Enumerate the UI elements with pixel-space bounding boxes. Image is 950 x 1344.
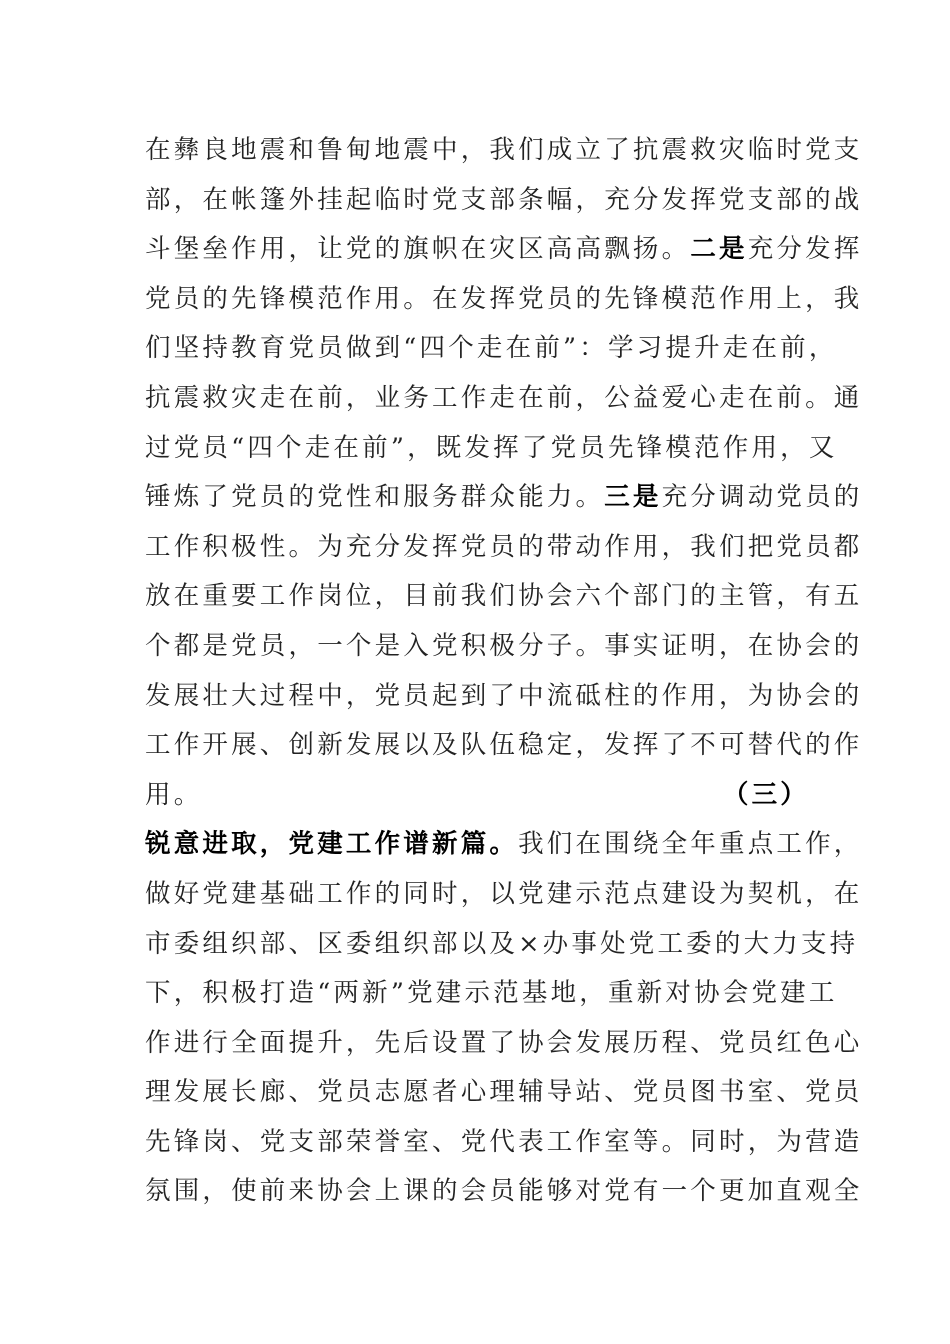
text-line (145, 176, 863, 226)
body-paragraph (145, 126, 863, 1217)
text-segment: 过党员“四个走在前”，既发挥了党员先锋模范作用，又 (145, 432, 838, 463)
text-segment: 市委组织部、区委组织部以及×办事处党工委的大力支持 (145, 928, 859, 959)
text-segment: 部，在帐篷外挂起临时党支部条幅，充分发挥党支部的战 (145, 184, 863, 215)
text-segment: 在彝良地震和鲁甸地震中，我们成立了抗震救灾临时党支 (145, 135, 863, 165)
text-line (145, 622, 863, 672)
text-segment: 作进行全面提升，先后设置了协会发展历程、党员红色心 (145, 1027, 863, 1058)
text-line (145, 225, 863, 275)
text-segment: 个都是党员，一个是入党积极分子。事实证明，在协会的 (145, 630, 863, 661)
text-line (145, 424, 838, 474)
text-line (145, 1019, 863, 1069)
text-segment: 先锋岗、党支部荣誉室、党代表工作室等。同时，为营造 (145, 1126, 863, 1157)
text-segment: 放在重要工作岗位，目前我们协会六个部门的主管，有五 (145, 581, 863, 612)
text-segment: 充分调动党员的 (661, 482, 863, 513)
text-line (145, 969, 838, 1019)
text-line (145, 1167, 863, 1217)
text-line (145, 324, 838, 374)
text-segment: 氛围，使前来协会上课的会员能够对党有一个更加直观全 (145, 1176, 863, 1207)
text-line (145, 523, 863, 573)
text-segment: 发展壮大过程中，党员起到了中流砥柱的作用，为协会的 (145, 680, 863, 711)
text-segment: 们坚持教育党员做到“四个走在前”：学习提升走在前， (145, 333, 838, 364)
text-line (145, 473, 863, 523)
bold-text-segment: 二是 (690, 234, 748, 265)
text-line (145, 374, 863, 424)
text-line (145, 1118, 863, 1168)
text-segment: 锤炼了党员的党性和服务群众能力。 (145, 482, 605, 513)
text-segment: 斗堡垒作用，让党的旗帜在灾区高高飘扬。 (145, 234, 691, 265)
text-segment: 理发展长廊、党员志愿者心理辅导站、党员图书室、党员 (145, 1077, 863, 1108)
text-segment: 抗震救灾走在前，业务工作走在前，公益爱心走在前。通 (145, 382, 863, 413)
text-line (145, 920, 859, 970)
text-segment: 下，积极打造“两新”党建示范基地，重新对协会党建工 (145, 978, 838, 1009)
text-segment: 工作开展、创新发展以及队伍稳定，发挥了不可替代的作 (145, 730, 863, 761)
text-segment: 党员的先锋模范作用。在发挥党员的先锋模范作用上，我 (145, 283, 863, 314)
text-segment: 充分发挥 (747, 234, 863, 265)
text-line (145, 721, 863, 771)
text-segment: 工作积极性。为充分发挥党员的带动作用，我们把党员都 (145, 531, 863, 562)
text-line (145, 572, 863, 622)
text-line (145, 820, 863, 870)
text-segment: 用。 (145, 779, 203, 810)
bold-text-segment: 锐意进取，党建工作谱新篇。 (145, 829, 519, 860)
bold-text-segment: （三） (722, 779, 809, 810)
text-line (145, 126, 863, 176)
text-line (145, 1068, 863, 1118)
bold-text-segment: 三是 (604, 482, 662, 513)
text-line (145, 870, 863, 920)
text-line (145, 771, 809, 821)
text-segment: 做好党建基础工作的同时，以党建示范点建设为契机，在 (145, 878, 863, 909)
text-line (145, 275, 863, 325)
text-segment: 我们在围绕全年重点工作， (518, 829, 863, 860)
text-line (145, 672, 863, 722)
